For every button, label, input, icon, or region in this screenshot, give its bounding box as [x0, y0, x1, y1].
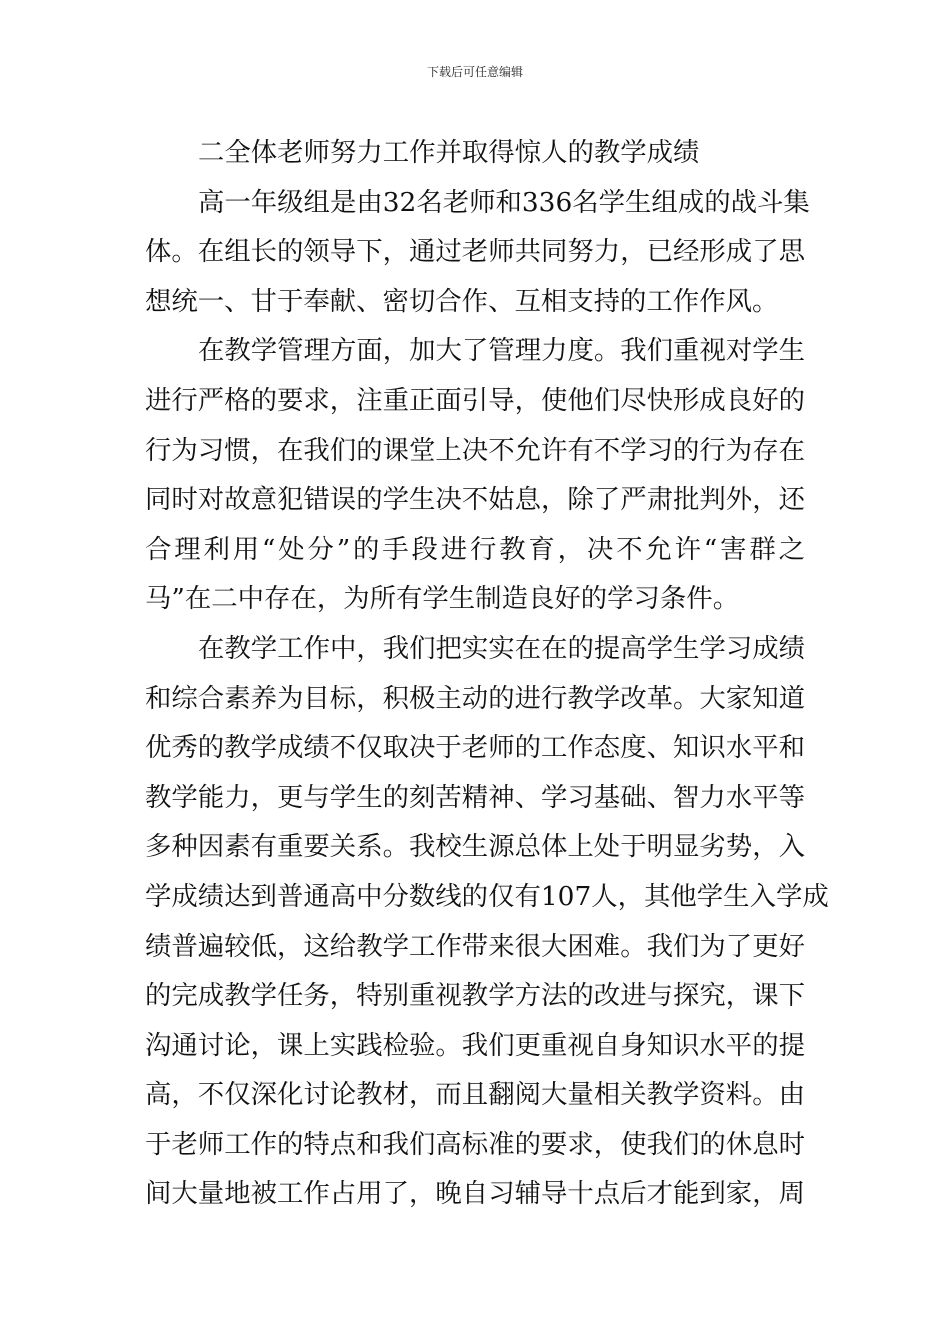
paragraph-1	[145, 178, 810, 327]
paragraph-line: 在教学工作中，我们把实实在在的提高学生学习成绩	[198, 632, 805, 664]
paragraph-line: 间大量地被工作占用了，晚自习辅导十点后才能到家，周	[145, 1178, 805, 1210]
paragraph-line: 于老师工作的特点和我们高标准的要求，使我们的休息时	[145, 1128, 805, 1160]
paragraph-line: 在教学管理方面，加大了管理力度。我们重视对学生	[198, 335, 805, 367]
paragraph-line: 优秀的教学成绩不仅取决于老师的工作态度、知识水平和	[145, 732, 805, 764]
paragraph-line: 想统一、甘于奉献、密切合作、互相支持的工作作风。	[145, 285, 779, 317]
paragraph-line: 多种因素有重要关系。我校生源总体上处于明显劣势，入	[145, 831, 805, 863]
paragraph-2	[145, 326, 805, 624]
paragraph-line: 行为习惯，在我们的课堂上决不允许有不学习的行为存在	[145, 434, 805, 466]
paragraph-line: 教学能力，更与学生的刻苦精神、学习基础、智力水平等	[145, 781, 805, 813]
paragraph-line: 进行严格的要求，注重正面引导，使他们尽快形成良好的	[145, 384, 805, 416]
paragraph-line: 马”在二中存在，为所有学生制造良好的学习条件。	[145, 583, 740, 615]
document-body	[145, 128, 829, 1219]
paragraph-line: 体。在组长的领导下，通过老师共同努力，已经形成了思	[145, 236, 805, 268]
paragraph-line: 和综合素养为目标，积极主动的进行教学改革。大家知道	[145, 682, 805, 714]
paragraph-line: 学成绩达到普通高中分数线的仅有107人，其他学生入学成	[145, 880, 829, 912]
paragraph-3	[145, 624, 829, 1219]
section-heading: 二全体老师努力工作并取得惊人的教学成绩	[198, 137, 700, 168]
paragraph-line: 绩普遍较低，这给教学工作带来很大困难。我们为了更好	[145, 930, 805, 962]
paragraph-line: 的完成教学任务，特别重视教学方法的改进与探究，课下	[145, 980, 805, 1012]
paragraph-line: 同时对故意犯错误的学生决不姑息，除了严肃批判外，还	[145, 484, 805, 516]
paragraph-line: 沟通讨论，课上实践检验。我们更重视自身知识水平的提	[145, 1029, 805, 1061]
paragraph-line: 高，不仅深化讨论教材，而且翻阅大量相关教学资料。由	[145, 1079, 805, 1111]
paragraph-line: 高一年级组是由32名老师和336名学生组成的战斗集	[198, 186, 810, 218]
paragraph-line: 合理利用“处分”的手段进行教育，决不允许“害群之	[145, 533, 805, 565]
page-header: 下载后可任意编辑	[426, 65, 523, 79]
